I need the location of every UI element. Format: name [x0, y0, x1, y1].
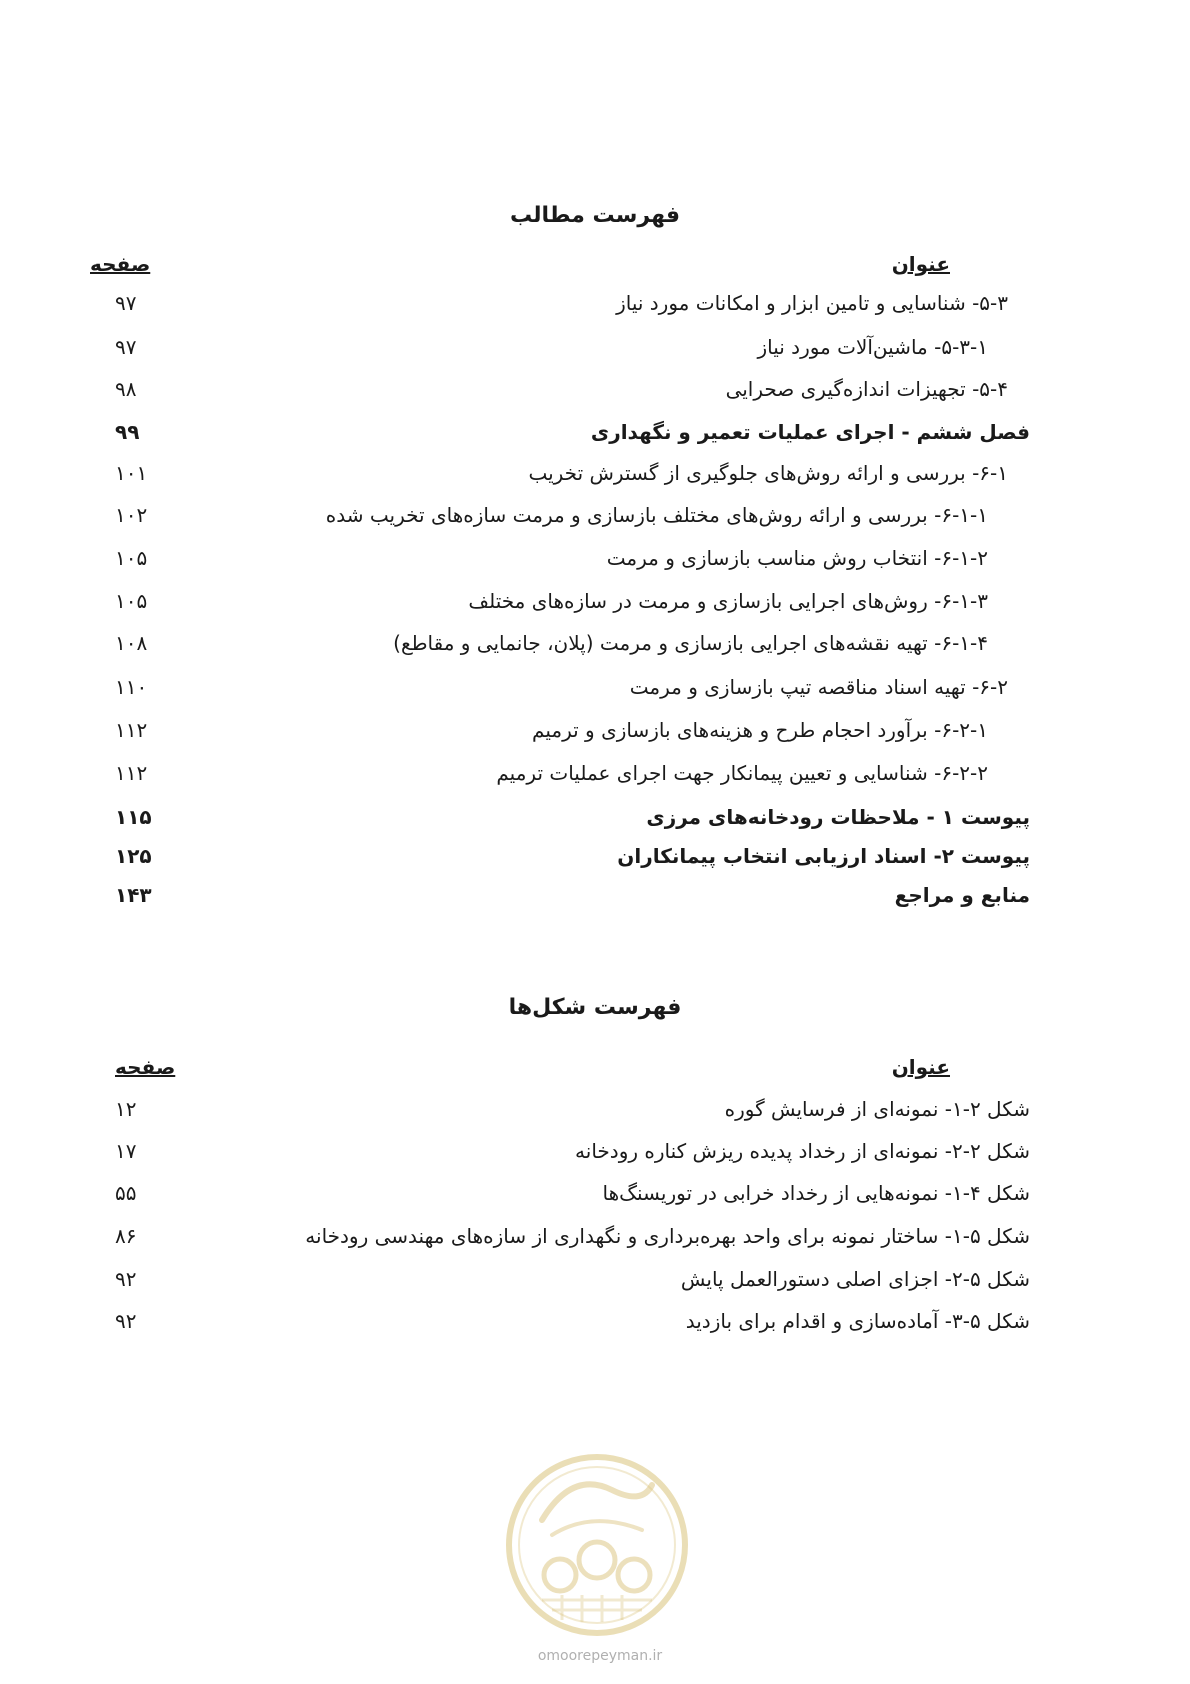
figures-title: فهرست شکل‌ها — [508, 995, 682, 1020]
figure-row-page: ۹۲ — [115, 1267, 137, 1291]
toc-row-page: ۹۷ — [115, 335, 137, 359]
toc-row-title: ۶-۲- تهیه اسناد مناقصه تیپ بازسازی و مرمت — [629, 675, 1008, 699]
watermark-logo — [502, 1450, 692, 1640]
toc-references-row — [95, 877, 1030, 913]
toc-row-title: ۶-۱-۳- روش‌های اجرایی بازسازی و مرمت در سازه‌های مختلف — [468, 589, 988, 613]
toc-header-page: صفحه — [90, 252, 151, 276]
toc-chapter-row — [95, 414, 1030, 450]
toc-appendix-row — [95, 838, 1030, 874]
toc-row-page: ۱۱۵ — [115, 805, 152, 829]
figure-row — [95, 1175, 1030, 1211]
figure-row-page: ۸۶ — [115, 1224, 137, 1248]
toc-row-page: ۱۰۲ — [115, 503, 148, 527]
toc-row — [95, 540, 1030, 576]
toc-row — [95, 669, 1030, 705]
figure-row-title: شکل ۵-۱- ساختار نمونه برای واحد بهره‌برداری و نگهداری از سازه‌های مهندسی رودخانه — [305, 1224, 1030, 1248]
toc-row — [95, 329, 1030, 365]
toc-title: فهرست مطالب — [509, 203, 681, 228]
figures-header-title: عنوان — [891, 1055, 950, 1079]
toc-row-title: ۵-۳-۱- ماشین‌آلات مورد نیاز — [757, 335, 988, 359]
toc-row — [95, 371, 1030, 407]
figure-row-title: شکل ۵-۳- آماده‌سازی و اقدام برای بازدید — [685, 1309, 1030, 1333]
toc-header-title: عنوان — [891, 252, 950, 276]
figure-row — [95, 1091, 1030, 1127]
figure-row-page: ۱۷ — [115, 1139, 137, 1163]
toc-row-title: ۶-۲-۲- شناسایی و تعیین پیمانکار جهت اجرای عملیات ترمیم — [496, 761, 988, 785]
figure-row — [95, 1303, 1030, 1339]
toc-row-title: ۶-۲-۱- برآورد احجام طرح و هزینه‌های بازسازی و ترمیم — [532, 718, 988, 742]
toc-row-page: ۱۲۵ — [115, 844, 152, 868]
figure-row — [95, 1218, 1030, 1254]
toc-row-page: ۱۱۰ — [115, 675, 148, 699]
watermark-url: omoorepeyman.ir — [537, 1648, 663, 1664]
toc-row-title: ۶-۱-۴- تهیه نقشه‌های اجرایی بازسازی و مرمت (پلان، جانمایی و مقاطع) — [393, 631, 988, 655]
toc-row-page: ۱۰۸ — [115, 631, 148, 655]
toc-row-page: ۱۱۲ — [115, 718, 148, 742]
figure-row-title: شکل ۲-۲- نمونه‌ای از رخداد پدیده ریزش کناره رودخانه — [575, 1139, 1030, 1163]
toc-row-page: ۱۰۵ — [115, 589, 148, 613]
toc-row-page: ۱۰۱ — [115, 461, 148, 485]
figure-row — [95, 1261, 1030, 1297]
toc-row-title: پیوست ۲- اسناد ارزیابی انتخاب پیمانکاران — [617, 844, 1030, 868]
toc-row-page: ۹۷ — [115, 291, 137, 315]
toc-row-title: ۶-۱-۲- انتخاب روش مناسب بازسازی و مرمت — [606, 546, 988, 570]
toc-appendix-row — [95, 799, 1030, 835]
figure-row-page: ۱۲ — [115, 1097, 137, 1121]
toc-row-page: ۹۸ — [115, 377, 137, 401]
toc-row — [95, 455, 1030, 491]
toc-row-page: ۱۴۳ — [115, 883, 152, 907]
toc-row-title: ۵-۴- تجهیزات اندازه‌گیری صحرایی — [725, 377, 1008, 401]
toc-row-page: ۹۹ — [115, 420, 140, 444]
toc-row-title: ۵-۳- شناسایی و تامین ابزار و امکانات مورد نیاز — [616, 291, 1008, 315]
figure-row-title: شکل ۲-۱- نمونه‌ای از فرسایش گوره — [724, 1097, 1030, 1121]
toc-row — [95, 625, 1030, 661]
figure-row-page: ۹۲ — [115, 1309, 137, 1333]
toc-row — [95, 712, 1030, 748]
toc-row-title: پیوست ۱ - ملاحظات رودخانه‌های مرزی — [646, 805, 1030, 829]
toc-row-title: ۶-۱-۱- بررسی و ارائه روش‌های مختلف بازسازی و مرمت سازه‌های تخریب شده — [325, 503, 988, 527]
toc-row — [95, 285, 1030, 321]
toc-row-title: منابع و مراجع — [894, 883, 1030, 907]
toc-row-title: فصل ششم - اجرای عملیات تعمیر و نگهداری — [590, 420, 1030, 444]
toc-row-page: ۱۱۲ — [115, 761, 148, 785]
toc-row — [95, 583, 1030, 619]
toc-row — [95, 497, 1030, 533]
figure-row-title: شکل ۴-۱- نمونه‌هایی از رخداد خرابی در توریسنگ‌ها — [602, 1181, 1030, 1205]
figure-row-page: ۵۵ — [115, 1181, 137, 1205]
toc-row-title: ۶-۱- بررسی و ارائه روش‌های جلوگیری از گسترش تخریب — [528, 461, 1008, 485]
figure-row — [95, 1133, 1030, 1169]
toc-row-page: ۱۰۵ — [115, 546, 148, 570]
toc-row — [95, 755, 1030, 791]
figures-header-page: صفحه — [115, 1055, 176, 1079]
figure-row-title: شکل ۵-۲- اجزای اصلی دستورالعمل پایش — [680, 1267, 1030, 1291]
